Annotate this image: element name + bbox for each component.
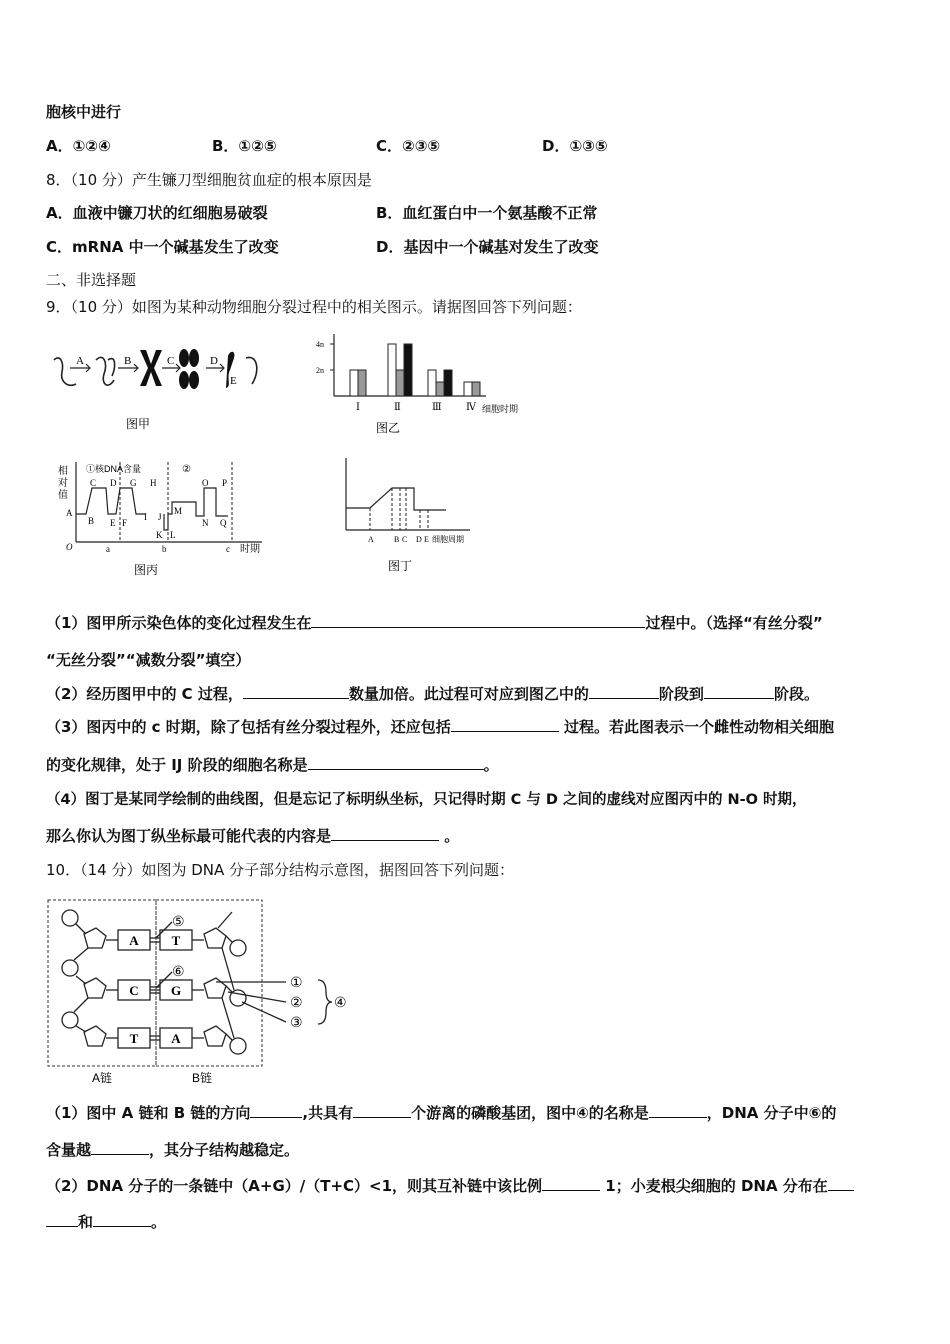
q7-option-b: B．①②⑤: [212, 137, 277, 155]
q10-sub1-blank1[interactable]: [250, 1103, 302, 1118]
q8-option-c: C．mRNA 中一个碱基发生了改变: [46, 238, 279, 256]
q9-sub1-line1: （1）图甲所示染色体的变化过程发生在 过程中。（选择“有丝分裂”: [46, 614, 823, 632]
fig-yi-bar-2-3: [404, 344, 412, 396]
dna-chain-a: A链: [92, 1071, 113, 1085]
fig-bing-legend-2: ②: [182, 464, 191, 475]
fig-bing-ytitle-2: 对: [58, 478, 68, 489]
fig-yi-xtick-4: Ⅳ: [466, 402, 476, 413]
q7-option-d: D．①③⑤: [542, 137, 608, 155]
q7-option-a: A．①②④: [46, 137, 111, 155]
q9-sub2-blank3[interactable]: [704, 684, 774, 699]
q10-sub2-blank2b[interactable]: [46, 1212, 78, 1227]
q9-sub2-blank2[interactable]: [589, 684, 659, 699]
dna-base-right-2: G: [170, 983, 182, 998]
dna-marker-4: ④: [334, 996, 347, 1011]
fig-bing-pt-f: F: [122, 518, 128, 528]
figure-bing: [56, 458, 276, 580]
figure-yi: [310, 326, 540, 442]
q9-sub2-blank1[interactable]: [243, 684, 349, 699]
q9-sub3-line2: 的变化规律，处于 IJ 阶段的细胞名称是 。: [46, 756, 499, 774]
dna-marker-6: ⑥: [172, 965, 185, 980]
fig-yi-bar-2-1: [388, 344, 396, 396]
fig-ding-xtick-a: A: [368, 535, 374, 544]
q10-sub2-line2: 和 。: [46, 1212, 166, 1232]
fig-bing-pt-b: B: [88, 516, 95, 526]
dna-chain-b: B链: [192, 1071, 213, 1085]
q10-sub1-line1: （1）图中 A 链和 B 链的方向 ,共具有 个游离的磷酸基团，图中④的名称是 ，DNA 分子中⑥的: [46, 1104, 837, 1122]
fig-yi-xtitle: 细胞时期: [482, 404, 519, 414]
q10-sub2-blank3[interactable]: [93, 1212, 151, 1227]
fig-bing-pt-d: D: [110, 478, 117, 488]
dna-base-right-3: A: [171, 1031, 181, 1046]
fig-ding-xtick-c: C: [402, 535, 408, 544]
fig-bing-pt-m: M: [174, 506, 183, 516]
fig-bing-xtitle: 时期: [240, 544, 260, 555]
q8-option-a: A．血液中镰刀状的红细胞易破裂: [46, 204, 268, 222]
fig-bing-pt-q: Q: [220, 518, 227, 528]
fig-yi-ytick-2n: 2n: [316, 366, 324, 375]
fig-bing-pt-j: J: [158, 512, 162, 522]
q10-sub1-blank3[interactable]: [649, 1103, 707, 1118]
fig-ding-xtick-d: D: [416, 535, 422, 544]
fig-bing-pt-h: H: [150, 478, 157, 488]
dna-marker-3: ③: [290, 1016, 303, 1031]
q9-sub1-blank[interactable]: [311, 613, 645, 628]
q9-sub4-line1: （4）图丁是某同学绘制的曲线图，但是忘记了标明纵坐标，只记得时期 C 与 D 之间的虚线对应图丙中的 N-O 时期，: [46, 792, 807, 808]
fig-bing-ytitle-3: 值: [58, 490, 68, 501]
fig-yi-bar-1-1: [350, 370, 358, 396]
fig-yi-bar-4-1: [464, 382, 472, 396]
fig-bing-pt-o: O: [202, 478, 209, 488]
q10-sub2-blank2a[interactable]: [828, 1176, 854, 1191]
q8-stem: 8．（10 分）产生镰刀型细胞贫血症的根本原因是: [46, 171, 372, 189]
fig-ding-caption: 图丁: [388, 559, 413, 573]
figure-dna: [46, 898, 356, 1088]
fig-bing-ytitle-1: 相: [58, 466, 68, 477]
fig-jia-label-c: C: [167, 355, 175, 367]
q8-option-b: B．血红蛋白中一个氨基酸不正常: [376, 204, 598, 222]
q10-sub1-blank2[interactable]: [353, 1103, 411, 1118]
fig-bing-pt-l: L: [170, 530, 176, 540]
fig-yi-xtick-3: Ⅲ: [432, 402, 442, 413]
fig-ding-xtick-e: E: [424, 535, 429, 544]
fig-bing-xtick-c: c: [226, 544, 230, 554]
figure-ding: [336, 452, 496, 578]
fig-bing-pt-i: I: [144, 512, 147, 522]
q9-sub2: （2）经历图甲中的 C 过程， 数量加倍。此过程可对应到图乙中的 阶段到 阶段。: [46, 685, 819, 703]
fig-bing-caption: 图丙: [134, 563, 159, 577]
dna-base-left-2: C: [129, 983, 139, 998]
fig-yi-xtick-2: Ⅱ: [394, 402, 401, 413]
q10-sub1-blank4[interactable]: [91, 1140, 149, 1155]
q7-option-c: C．②③⑤: [376, 137, 441, 155]
q9-sub3-blank1[interactable]: [451, 717, 559, 732]
fig-bing-pt-c: C: [90, 478, 97, 488]
dna-marker-1: ①: [290, 976, 303, 991]
fig-bing-pt-e: E: [110, 518, 116, 528]
fig-bing-legend-1: ①核DNA含量: [86, 464, 142, 474]
fig-bing-origin: O: [66, 542, 73, 552]
dna-base-left-3: T: [129, 1031, 139, 1046]
fig-bing-pt-k: K: [156, 530, 163, 540]
fig-bing-pt-p: P: [222, 478, 228, 488]
fig-yi-bar-2-2: [396, 370, 404, 396]
fig-yi-bar-3-1: [428, 370, 436, 396]
q7-tail: 胞核中进行: [46, 103, 122, 121]
fig-jia-label-d: D: [210, 355, 218, 367]
fig-ding-xtitle: 细胞周期: [432, 535, 464, 544]
fig-jia-caption: 图甲: [126, 417, 151, 431]
q10-sub2-blank1[interactable]: [542, 1176, 600, 1191]
fig-bing-pt-n: N: [202, 518, 209, 528]
fig-bing-pt-g: G: [130, 478, 137, 488]
q8-option-d: D．基因中一个碱基对发生了改变: [376, 238, 599, 256]
fig-bing-xtick-b: b: [162, 544, 167, 554]
q9-sub3-line1: （3）图丙中的 c 时期，除了包括有丝分裂过程外，还应包括 过程。若此图表示一个雌性动物相关细胞: [46, 718, 835, 736]
fig-yi-bar-3-3: [444, 370, 452, 396]
q9-sub4-blank[interactable]: [331, 826, 439, 841]
figure-jia: [46, 342, 286, 434]
fig-yi-bar-4-2: [472, 382, 480, 396]
fig-ding-xtick-b: B: [394, 535, 400, 544]
fig-yi-xtick-1: Ⅰ: [356, 402, 360, 413]
q9-stem: 9．（10 分）如图为某种动物细胞分裂过程中的相关图示。请据图回答下列问题：: [46, 298, 582, 316]
dna-base-right-1: T: [171, 933, 181, 948]
section-heading: 二、非选择题: [46, 271, 137, 289]
fig-yi-bar-1-2: [358, 370, 366, 396]
fig-bing-xtick-a: a: [106, 544, 110, 554]
fig-jia-label-e: E: [230, 375, 237, 387]
q9-sub4-line2: 那么你认为图丁纵坐标最可能代表的内容是 。: [46, 827, 460, 845]
fig-bing-pt-a: A: [66, 508, 73, 518]
fig-yi-caption: 图乙: [376, 421, 401, 435]
q10-stem: 10．（14 分）如图为 DNA 分子部分结构示意图，据图回答下列问题：: [46, 861, 515, 879]
q10-sub1-line2: 含量越 ，其分子结构越稳定。: [46, 1141, 300, 1159]
q9-sub1-line2: “无丝分裂”“减数分裂”填空）: [46, 651, 251, 669]
fig-yi-ytick-4n: 4n: [316, 340, 324, 349]
dna-marker-2: ②: [290, 996, 303, 1011]
dna-base-left-1: A: [129, 933, 139, 948]
q9-sub3-blank2[interactable]: [308, 755, 484, 770]
fig-jia-label-a: A: [76, 355, 84, 367]
q10-sub2-line1: （2）DNA 分子的一条链中（A+G）/（T+C）<1，则其互补链中该比例 1；小麦根尖细胞的 DNA 分布在: [46, 1176, 854, 1196]
dna-marker-5: ⑤: [172, 915, 185, 930]
fig-jia-label-b: B: [124, 355, 132, 367]
fig-yi-bar-3-2: [436, 382, 444, 396]
